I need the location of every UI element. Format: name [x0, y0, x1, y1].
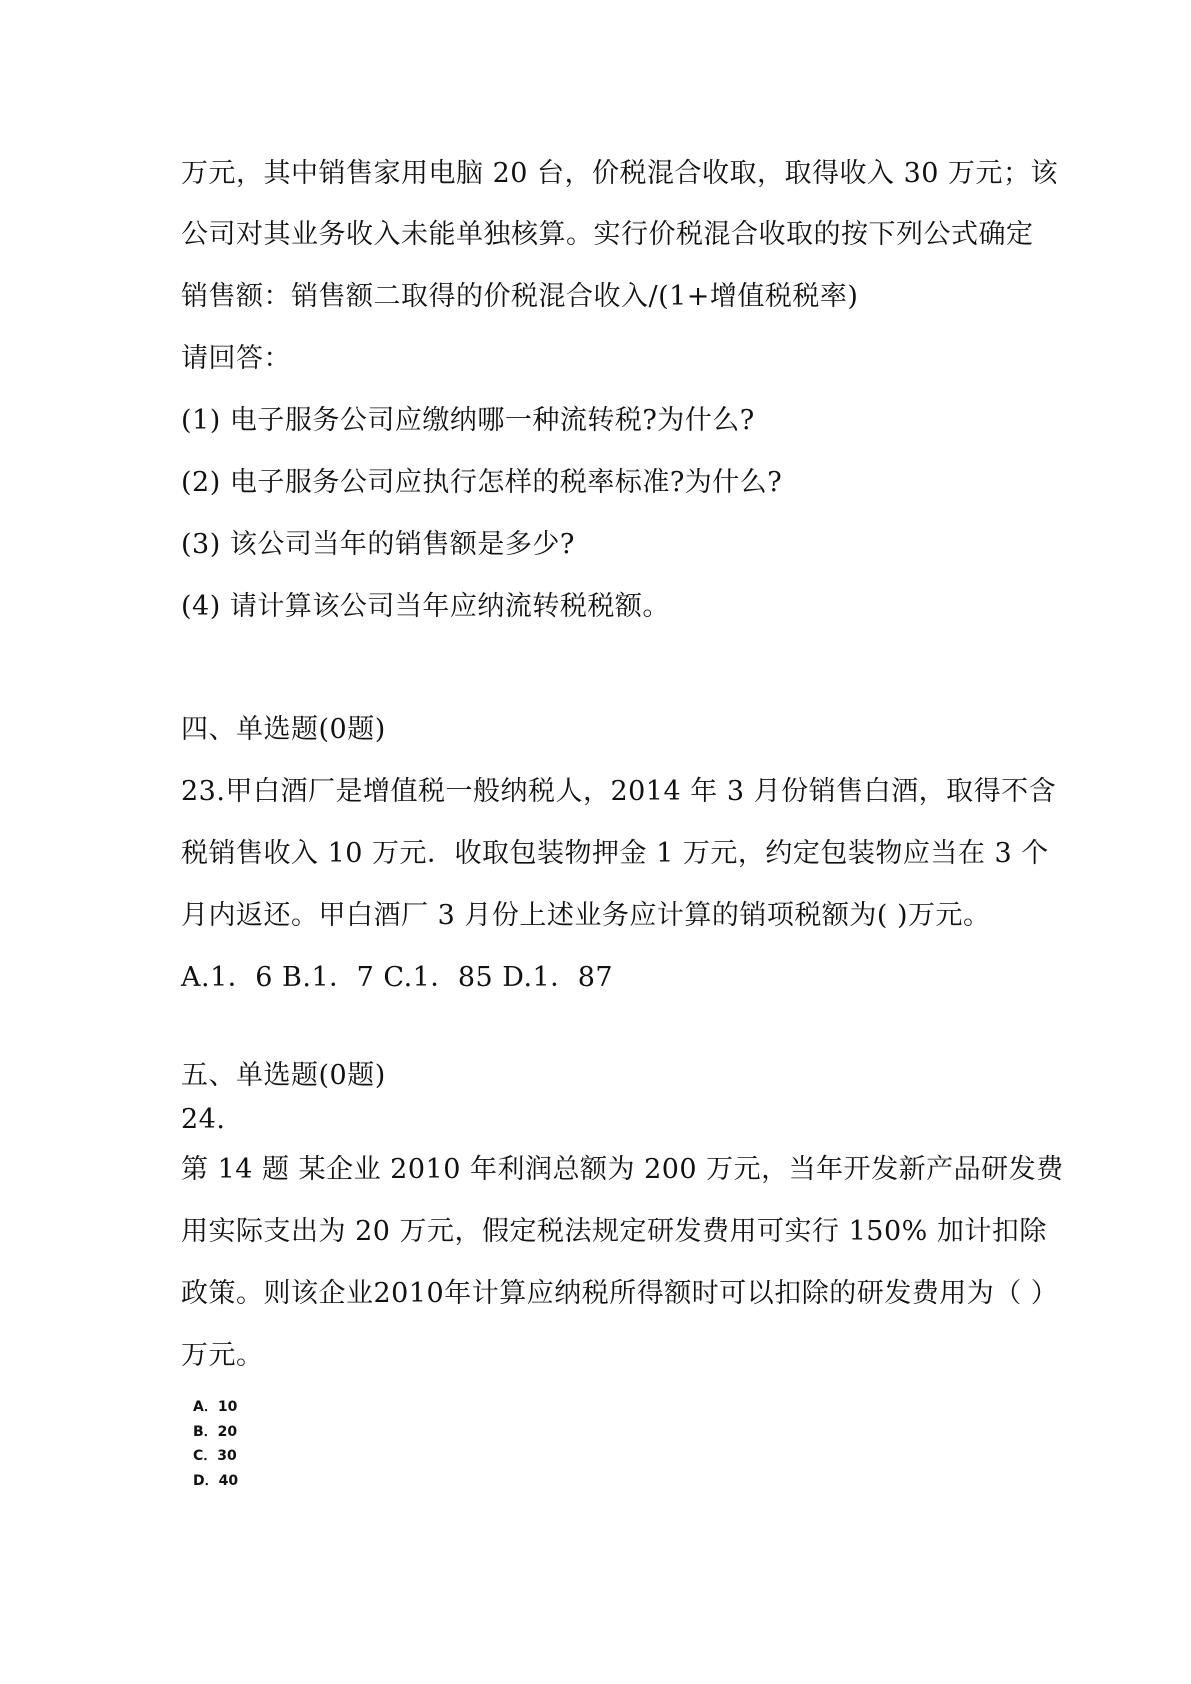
option-a: A．10 — [193, 1399, 238, 1415]
option-d: D．40 — [193, 1473, 239, 1489]
section-heading: 四、单选题(0题) — [181, 714, 386, 745]
paragraph-line: 公司对其业务收入未能单独核算。实行价税混合收取的按下列公式确定 — [181, 219, 1034, 250]
answer-prompt: 请回答： — [181, 343, 291, 374]
question-line: 万元。 — [181, 1340, 264, 1371]
paragraph-line: 万元，其中销售家用电脑 20 台，价税混合收取，取得收入 30 万元；该 — [181, 158, 1059, 189]
paragraph-line: 销售额：销售额二取得的价税混合收入/(1+增值税税率) — [181, 281, 859, 312]
option-b: B．20 — [193, 1424, 238, 1440]
question-line: 用实际支出为 20 万元，假定税法规定研发费用可实行 150% 加计扣除 — [181, 1216, 1047, 1247]
question-number: 24. — [181, 1104, 226, 1135]
sub-question: (2) 电子服务公司应执行怎样的税率标准?为什么? — [181, 467, 783, 498]
question-line: 23.甲白酒厂是增值税一般纳税人，2014 年 3 月份销售白酒，取得不含 — [181, 776, 1057, 807]
sub-question: (1) 电子服务公司应缴纳哪一种流转税?为什么? — [181, 405, 755, 436]
sub-question: (3) 该公司当年的销售额是多少? — [181, 529, 575, 560]
answer-options: A.1．6 B.1．7 C.1．85 D.1．87 — [181, 962, 614, 993]
option-c: C．30 — [193, 1448, 237, 1464]
question-line: 政策。则该企业2010年计算应纳税所得额时可以扣除的研发费用为（ ） — [181, 1278, 1059, 1309]
question-line: 月内返还。甲白酒厂 3 月份上述业务应计算的销项税额为( )万元。 — [181, 900, 991, 931]
question-line: 税销售收入 10 万元．收取包装物押金 1 万元，约定包装物应当在 3 个 — [181, 838, 1049, 869]
question-line: 第 14 题 某企业 2010 年利润总额为 200 万元，当年开发新产品研发费 — [181, 1154, 1064, 1185]
section-heading: 五、单选题(0题) — [181, 1060, 386, 1091]
sub-question: (4) 请计算该公司当年应纳流转税税额。 — [181, 591, 670, 622]
